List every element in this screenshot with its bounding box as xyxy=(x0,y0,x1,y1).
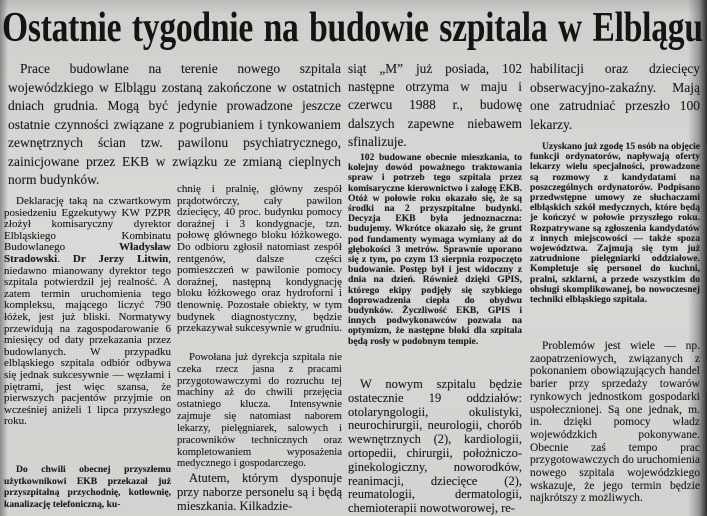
lead-paragraph: Prace budowlane na terenie nowego szpitala wojewódzkiego w Elblągu zostaną zakończone w ostatnich dniach grudnia. Mogą być jedynie prowadzone jeszcze ostatnie czynności związane z pogrubianiem i tynkowaniem zewnętrznych ścian tzw. pawilonu psychiatrycznego, zainicjowane przez EKB w związku ze zmianą cieplnych norm budynków. xyxy=(8,61,341,187)
column-1-text-c: , niedawno mianowany dyrektor tego szpitala potwierdził jej realność. A zatem termin uruchomienia tego kompleksu, mającego liczyć 790 łóżek, jest już bliski. Normatywy przewidują na zagospodarowanie 6 miesięcy od daty przekazania przez budowlanych. W przypadku elbląskiego szpitala odbiór odbywa się jednak sukcesywnie — węzłami i piętrami, jest więc szansa, że pierwszych pacjentów przyjmie on wcześniej aniżeli 1 lipca przyszłego roku. xyxy=(4,252,171,428)
column-4-paragraph-1: habilitacji oraz dziecięcy obserwacyjno-zakaźny. Mają one zatrudniać przeszło 100 lekarzy. xyxy=(530,61,700,132)
person-name-litwin: Dr Jerzy Litwin xyxy=(72,252,169,265)
column-1-text-a: Deklarację taką na czwartkowym posiedzeniu Egzekutywy KW PZPR złożył komisaryczny dyrektor Elbląskiego Kombinatu Budowlanego xyxy=(4,196,171,254)
column-3-paragraph-2: 102 budowane obecnie mieszkania, to kolejny dowód poważnego traktowania spraw i potrzeb tego szpitala przez komisaryczne kierownictwo i załogę EKB. Otóż w połowie roku okazało się, że są środki na 2 przyszpitalne budynki. Decyzja EKB była jednoznaczna: budujemy. Wkrótce okazało się, że grunt pod fundamenty wymaga wymiany aż do głębokości 3 metrów. Sprawnie uporano się z tym, po czym 13 sierpnia rozpoczęto budowanie. Postęp był i jest widoczny z dnia na dzień. Również dzięki GPIS, którego ekipy podjęły się szybkiego doprowadzenia ciepła do obydwu budynków. Życzliwość EKB, GPIS i innych podwykonawców pozwala na optymizm, że następne bloki dla szpitala będą rosły w podobnym tempie. xyxy=(348,153,522,347)
column-3-paragraph-1: siąt „M” już posiada, 102 następne otrzyma w maju i czerwcu 1988 r., budowę dalszych zapewne niebawem sfinalizuje. xyxy=(348,61,522,149)
column-4-paragraph-3: Problemów jest wiele — np. zaopatrzeniowych, związanych z pokonaniem obowiązujących handel barier przy sprzedaży towarów rynkowych jednostkom gospodarki uspołecznionej. Są one jednak, m. in. dzięki pomocy władz wojewódzkich pokonywane. Obecnie zaś tempo prac przygotowawczych do uruchomienia nowego szpitala wojewódzkiego wskazuje, że jego termin będzie najkrótszy z możliwych. xyxy=(530,340,700,505)
column-2-paragraph-3: Atutem, którym dysponuje przy naborze personelu są i będą mieszkania. Kilkadzie- xyxy=(177,472,342,513)
column-3-paragraph-3: W nowym szpitalu będzie ostatecznie 19 oddziałów: otolaryngologii, okulistyki, neurochirurgii, neurologii, chorób wewnętrznych (2), kardiologii, ortopedii, chirurgii, położniczo-ginekologiczny, noworodków, reanimacji, dziecięce (2), reumatologii, dermatologii, chemioterapii nowotworowej, re- xyxy=(348,378,522,516)
column-1-paragraph-2: Do chwili obecnej przyszłemu użytkownikowi EKB przekazał już przyszpitalną przychodnię, kotłownię, kanalizację telefoniczną, ku- xyxy=(4,464,171,510)
column-2-paragraph-2: Powołana już dyrekcja szpitala nie czeka rzecz jasna z pracami przygotowawczymi do rozruchu tej machiny aż do chwili przejęcia ostatniego klucza. Intensywnie zajmuje się natomiast naborem lekarzy, pielęgniarek, salowych i pracowników technicznych oraz kompletowaniem wyposażenia medycznego i gospodarczego. xyxy=(177,352,342,470)
column-2-paragraph-1: chnię i pralnię, główny zespół prądotwórczy, cały pawilon dziecięcy, 40 proc. budynku pomocy doraźnej i 3 kondygnacje, tzn. połowę głównego bloku łóżkowego. Do odbioru zgłosił natomiast zespół rentgenów, dalsze części pomieszczeń w pawilonie pomocy doraźnej, następną kondygnację bloku łóżkowego oraz hydroforni i tlenownię. Pozostałe obiekty, w tym budynek diagnostyczny, będzie przekazywał sukcesywnie w grudniu. xyxy=(177,184,342,335)
column-1-paragraph-1 xyxy=(4,196,171,460)
column-4-paragraph-2: Uzyskano już zgodę 15 osób na objęcie funkcji ordynatorów, napływają oferty lekarzy wielu specjalności, prowadzone są rozmowy z kandydatami na poszczególnych ordynatorów. Podpisano przedwstępne umowy ze słuchaczami elbląskich szkół medycznych, które będą je kończyć w połowie przyszłego roku. Rozpatrywane są zgłoszenia kandydatów z innych miejscowości — także spoza województwa. Zajmują się tym już zatrudnione pielęgniarki oddziałowe. Kompletuje się personel do kuchni, pralni, szklarni, a przede wszystkim do obsługi skomplikowanej, bo nowoczesnej techniki elbląskiego szpitala. xyxy=(530,142,700,306)
person-name-stradowski: Władysław Stradowski xyxy=(4,241,171,265)
headline-container xyxy=(2,3,705,55)
article-title: Ostatnie tygodnie na budowie szpitala w Elblągu xyxy=(2,5,703,51)
column-1-text-b: . xyxy=(57,252,73,265)
